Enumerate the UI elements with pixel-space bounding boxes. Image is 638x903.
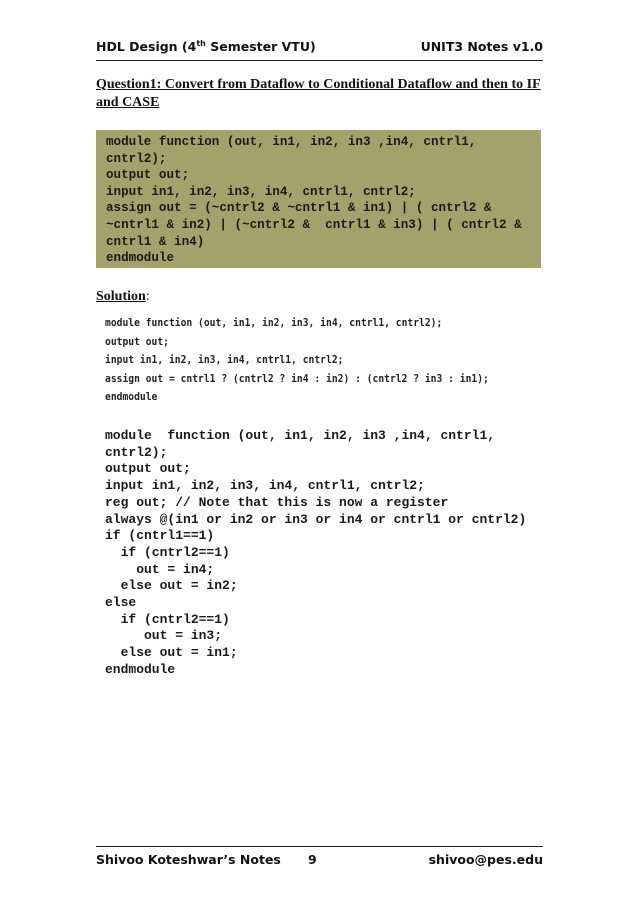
header-title-suffix: Semester VTU) bbox=[205, 39, 316, 54]
question-code: module function (out, in1, in2, in3 ,in4, cntrl1, cntrl2); output out; input in1, in2, in3, in4, cntrl1, cntrl2; assign out = (~cntrl2 & ~cntrl1 & in1) | ( cntrl2 & ~cntrl1 & in2) | (~cntrl2 & cntrl1 & in3) | ( cntrl2 & cntrl1 & in4) endmodule bbox=[106, 135, 522, 266]
footer-author: Shivoo Koteshwar’s Notes bbox=[96, 852, 281, 867]
solution-label: Solution bbox=[96, 289, 146, 304]
solution-heading bbox=[96, 288, 150, 306]
header-title bbox=[96, 39, 316, 54]
page-footer bbox=[96, 846, 543, 867]
question-heading: Question1: Convert from Dataflow to Conditional Dataflow and then to IF and CASE bbox=[96, 77, 541, 110]
solution-colon: : bbox=[145, 289, 150, 304]
header-title-prefix: HDL Design (4 bbox=[96, 39, 197, 54]
footer-email: shivoo@pes.edu bbox=[428, 852, 543, 867]
if-else-code-block bbox=[105, 428, 526, 679]
page-number: 9 bbox=[308, 852, 317, 867]
header-unit-label: UNIT3 Notes v1.0 bbox=[420, 39, 543, 54]
conditional-dataflow-code: module function (out, in1, in2, in3, in4, cntrl1, cntrl2); output out; input in1, in2, in3, in4, cntrl1, cntrl2; assign out = cntrl1 ? (cntrl2 ? in4 : in2) : (cntrl2 ? in3 : in1); endmodule bbox=[105, 317, 489, 403]
question-code-block bbox=[96, 130, 541, 268]
if-else-code: module function (out, in1, in2, in3 ,in4, cntrl1, cntrl2); output out; input in1, in2, in3, in4, cntrl1, cntrl2; reg out; // Note that this is now a register always @(in1 or in2 or in3 or in4 or cntrl1 or cntrl2) if (cntrl1==1) if (cntrl2==1) out = in4; else out = in2; else if (cntrl2==1) out = in3; else out = in1; endmodule bbox=[105, 428, 527, 677]
conditional-dataflow-code-block bbox=[105, 314, 522, 407]
page-header bbox=[96, 38, 543, 61]
header-title-sup: th bbox=[196, 38, 206, 48]
